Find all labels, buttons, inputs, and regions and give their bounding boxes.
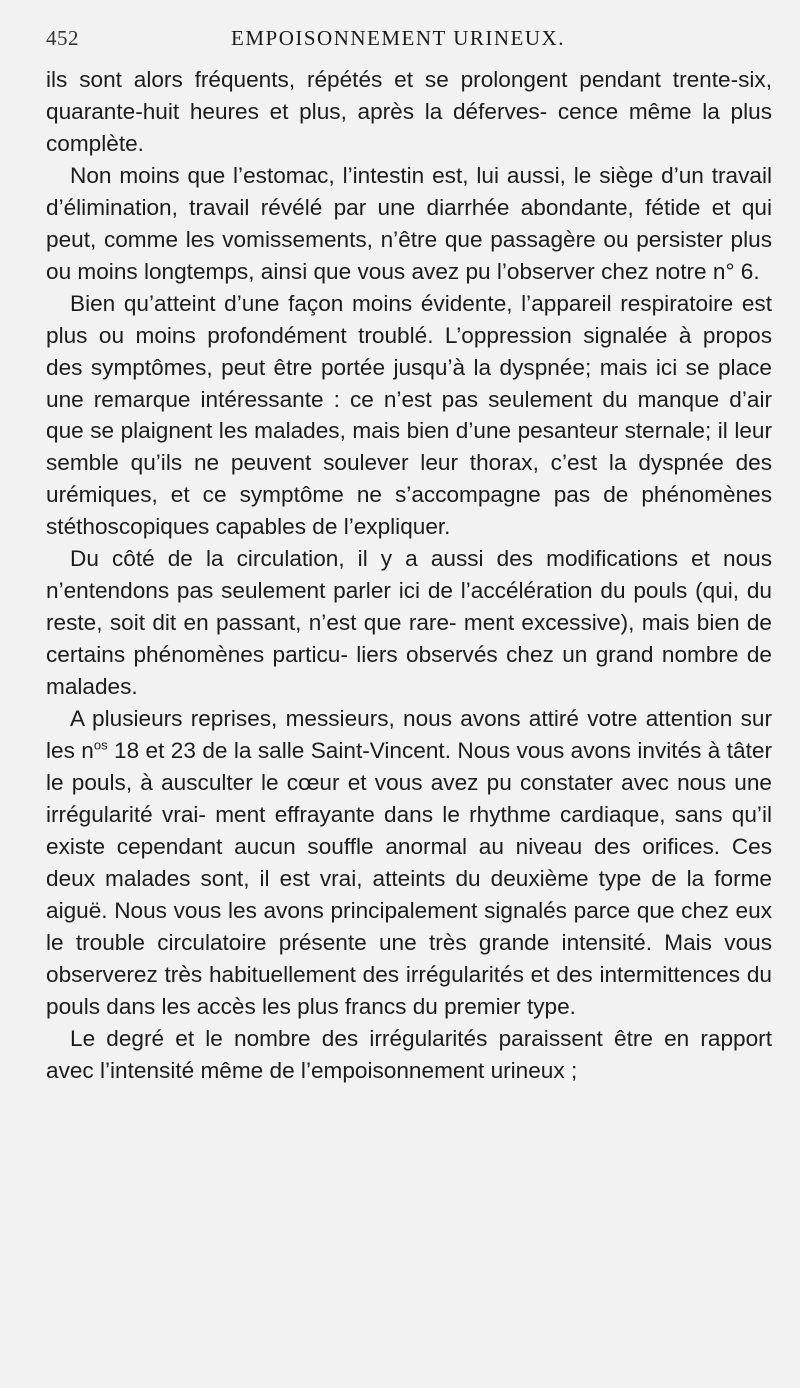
paragraph-5-part-1: A plusieurs reprises, messieurs, nous avons attiré votre attention sur les n	[46, 706, 772, 764]
paragraph-3: Bien qu’atteint d’une façon moins évidente, l’appareil respiratoire est plus ou moins profondément troublé. L’oppression signalée à propos des symptômes, peut être portée jusqu’à la dyspnée; mais ici se place une remarque intéressante : ce n’est pas seulement du manque d’air que se plaignent les malades, mais bien d’une pesanteur sternale; il leur semble qu’ils ne peuvent soulever leur thorax, c’est la dyspnée des urémiques, et ce symptôme ne s’accompagne pas de phénomènes stéthoscopiques capables de l’expliquer.	[46, 290, 772, 540]
page-number: 452	[46, 26, 79, 50]
paragraph-2: Non moins que l’estomac, l’intestin est, lui aussi, le siège d’un travail d’élimination, travail révélé par une diarrhée abondante, fétide et qui peut, comme les vomissements, n’être que passagère ou persister plus ou moins longtemps, ainsi que vous avez pu l’observer chez notre n° 6.	[46, 162, 772, 284]
paragraph-4: Du côté de la circulation, il y a aussi des modifications et nous n’entendons pas seulement parler ici de l’accélération du pouls (qui, du reste, soit dit en passant, n’est que rare- ment excessive), mais bien de certains phénomènes particu- liers observés chez un grand nombre de malades.	[46, 546, 772, 700]
plural-number-superscript: os	[93, 737, 108, 753]
running-head	[46, 26, 772, 56]
body-text	[46, 64, 772, 1087]
paragraph-5	[46, 703, 772, 1023]
paragraph-6: Le degré et le nombre des irrégularités paraissent être en rapport avec l’intensité même de l’empoisonnement urineux ;	[46, 1025, 772, 1083]
running-title: EMPOISONNEMENT URINEUX.	[231, 26, 565, 50]
paragraph-1: ils sont alors fréquents, répétés et se prolongent pendant trente-six, quarante-huit heures et plus, après la déferves- cence même la plus complète.	[46, 67, 772, 156]
paragraph-5-part-2: 18 et 23 de la salle Saint-Vincent. Nous vous avons invités à tâter le pouls, à ausculter le cœur et vous avez pu constater avec nous une irrégularité vrai- ment effrayante dans le rhythme cardiaque, sans qu’il existe cependant aucun souffle anormal au niveau des orifices. Ces deux malades sont, il est vrai, atteints du deuxième type de la forme aiguë. Nous vous les avons principalement signalés parce que chez eux le trouble circulatoire présente une très grande intensité. Mais vous observerez très habituellement des irrégularités et des intermittences du pouls dans les accès les plus francs du premier type.	[46, 738, 772, 1019]
